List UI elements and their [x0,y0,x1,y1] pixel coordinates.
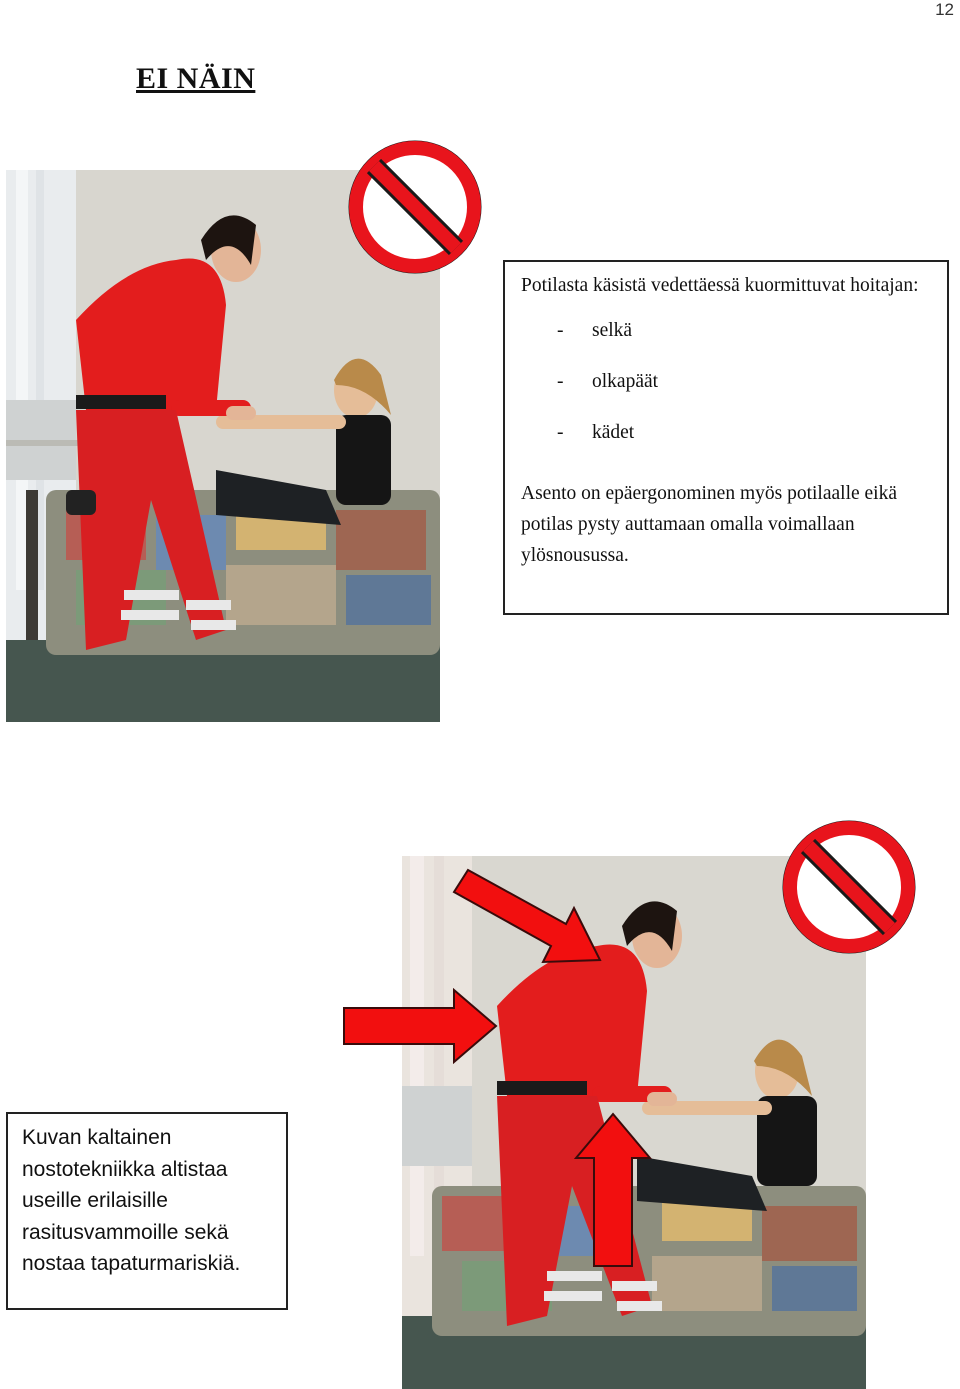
no-entry-sign-icon [776,814,922,960]
info-box-risk-text: Kuvan kaltainen nostotekniikka altistaa useille erilaisille rasitusvammoille sekä nostaa tapaturmariskiä. [22,1126,241,1275]
list-item: - selkä [557,320,633,341]
page-title: EI NÄIN [136,62,256,95]
info-box-risk [6,1112,288,1310]
arrow-up-icon [574,1112,652,1268]
arrow-down-right-icon [448,862,608,972]
arrow-right-icon [342,988,500,1064]
list-item: - kädet [557,422,635,443]
info-box-body: Asento on epäergonominen myös potilaalle eikä potilas pysty auttamaan omalla voimallaan ylösnousussa. [521,483,898,566]
no-entry-sign-icon [342,134,488,280]
page-number: 12 [935,0,954,19]
list-item: - olkapäät [557,371,659,392]
strained-body-parts-list [521,315,931,468]
info-box-intro: Potilasta käsistä vedettäessä kuormittuvat hoitajan: [521,275,919,296]
info-box-strain [503,260,949,615]
